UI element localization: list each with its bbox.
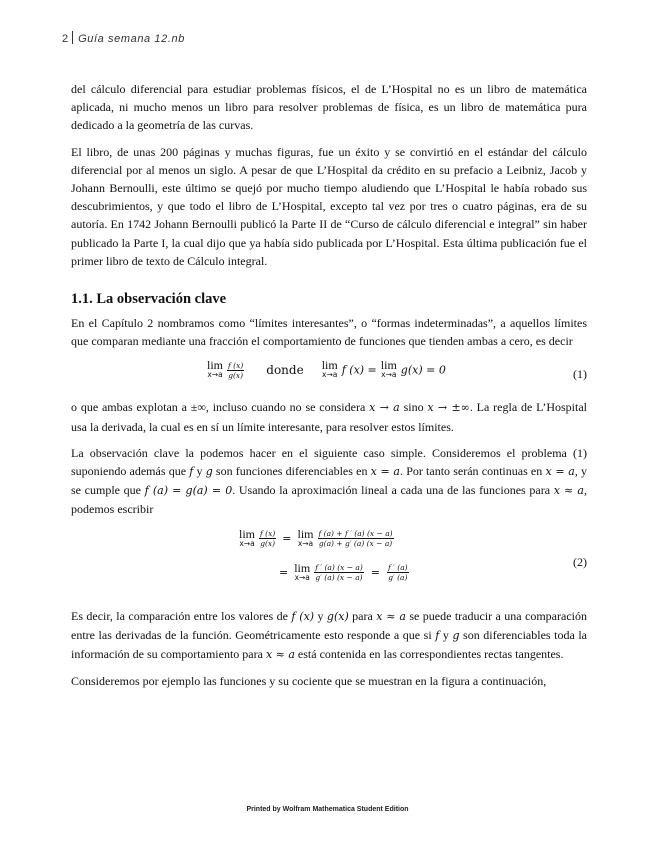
equation-number: (2) xyxy=(573,554,587,569)
page-header xyxy=(62,31,185,45)
limit-operator: lim x→a xyxy=(294,560,311,582)
limit-operator: lim x→a xyxy=(297,526,314,548)
limit-expression: g(x) = 0 xyxy=(400,363,446,377)
paragraph: En el Capítulo 2 nombramos como “límites interesantes”, o “formas indeterminadas”, a aquellos límites que comparan mediante una fracción el comportamiento de funciones que tienden ambas a cero, es decir xyxy=(71,316,587,349)
paragraph: o que ambas explotan a ±∞, incluso cuando no se considera x → a sino x → ±∞. La regla de L’Hospital usa la derivada, la cual es en sí un límite interesante, para resolver estos límites. xyxy=(71,400,588,434)
paragraph: del cálculo diferencial para estudiar problemas físicos, el de L’Hospital no es un libro de matemática aplicada, ni mucho menos un libro para resolver problemas de física, es un libro de matemática pura dedicado a la geometría de las curvas. xyxy=(71,82,587,133)
limit-operator: lim x→a xyxy=(239,526,256,548)
equation-1 xyxy=(71,358,587,394)
donde-label: donde xyxy=(266,363,304,378)
paragraph: La observación clave la podemos hacer en el siguiente caso simple. Consideremos el problema (1) suponiendo además que f y g son funciones diferenciables en x = a. Por tanto serán continuas en x = a, y se cumple que f (a) = g(a) = 0. Usando la aproximación lineal a cada una de las funciones para x ≈ a, podemos escribir xyxy=(71,445,588,517)
equation-number: (1) xyxy=(573,367,587,382)
header-divider xyxy=(72,31,73,44)
fraction: $\frac{f (x)}{g(x)}$ xyxy=(260,529,276,549)
paragraph: El libro, de unas 200 páginas y muchas figuras, fue un éxito y se convirtió en el estándar del cálculo diferencial por al menos un siglo. A pesar de que L’Hospital da crédito en su prefacio a Leibniz, Jacob y Johann Bernoulli, este último se quejó por mucho tiempo aludiendo que L’Hospital le había robado sus descubrimientos, y que todo el libro de L’Hospital, excepto tal vez por tres o cuatro páginas, era de su autoría. En 1742 Johann Bernoulli publicó la Parte II de “Curso de cálculo diferencial e integral” sin haber publicado la Parte I, la cual dijo que ya había sido publicada por L’Hospital. Esta última publicación fue el primer libro de texto de Cálculo integral. xyxy=(71,144,587,268)
limit-expression: f (x) = xyxy=(341,363,377,377)
fraction: $\frac{f (a) + f ' (a) (x - a)}{g(a) + g' (a) (x - a)}$ xyxy=(318,529,393,549)
limit-operator: lim x→a xyxy=(321,358,338,380)
limit-operator: lim x→a xyxy=(380,358,397,380)
document-body xyxy=(71,80,587,698)
paragraph: Consideremos por ejemplo las funciones y su cociente que se muestran en la figura a continuación, xyxy=(71,674,547,689)
notebook-file-name: Guía semana 12.nb xyxy=(78,33,185,45)
section-heading: 1.1. La observación clave xyxy=(71,291,227,308)
equation-2: lim x→a $\frac{f (x)}{g(x)}$ = lim x→a $\frac{f (a) + f ' (a) (x - a)}{g(a) + g' (a) (x - a)}$ = lim x→a $\frac{f ' (a) (x - a)}{g' (a) (x - a)}$ = $\frac{f ' (a)}{g' (a)}$ (2) xyxy=(239,526,587,583)
limit-operator: lim x→a xyxy=(207,358,224,380)
paragraph: Es decir, la comparación entre los valores de f (x) y g(x) para x ≈ a se puede traducir a una comparación entre las derivadas de la función. Geométricamente esto responde a que si f y g son diferenciables toda la información de su comportamiento para x ≈ a está contenida en las correspondientes rectas tangentes. xyxy=(71,608,588,662)
print-footer: Printed by Wolfram Mathematica Student Edition xyxy=(246,806,409,813)
page-number: 2 xyxy=(62,33,69,45)
fraction: $\frac{f ' (a)}{g' (a)}$ xyxy=(388,563,408,583)
fraction: $\frac{f (x)}{g(x)}$ xyxy=(228,360,244,380)
fraction: $\frac{f ' (a) (x - a)}{g' (a) (x - a)}$ xyxy=(315,563,363,583)
